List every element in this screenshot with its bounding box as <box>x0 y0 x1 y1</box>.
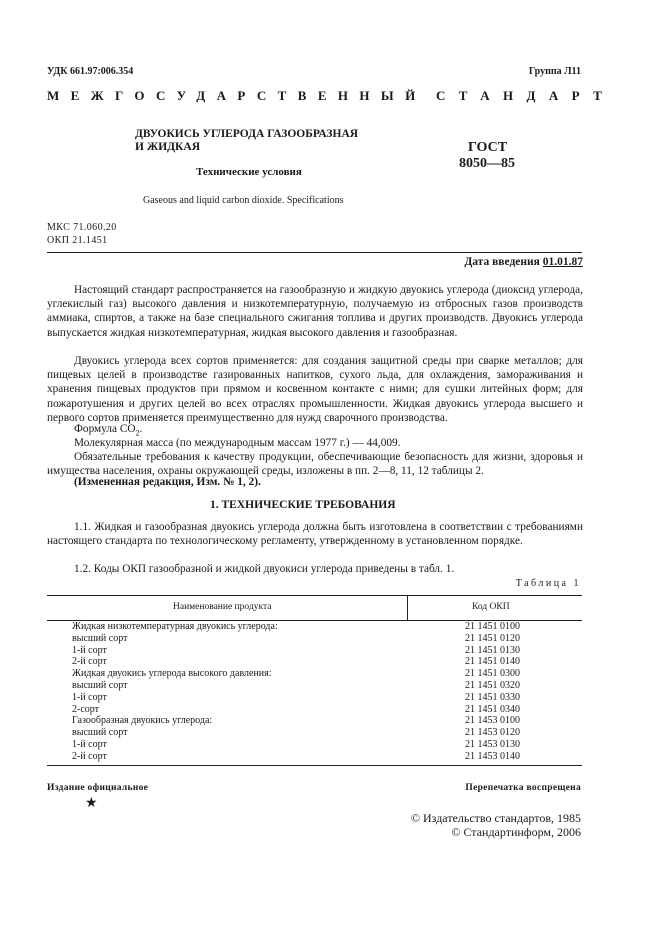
table-row-code: 21 1451 0140 <box>465 656 520 668</box>
table-row-product: 2-й сорт <box>72 656 107 668</box>
header-divider <box>47 252 582 253</box>
table-row-product: 1-й сорт <box>72 691 107 703</box>
title-line-2: И ЖИДКАЯ <box>135 141 200 153</box>
paragraph-1-2: 1.2. Коды ОКП газообразной и жидкой двуокиси углерода приведены в табл. 1. <box>74 563 455 575</box>
intro-date-label: Дата введения <box>464 256 540 268</box>
star-icon: ★ <box>85 796 98 811</box>
table-row-code: 21 1451 0300 <box>465 668 520 680</box>
table-row-product: Жидкая низкотемпературная двуокись углерода: <box>72 621 278 632</box>
table-row-code: 21 1453 0140 <box>465 750 520 762</box>
group-code: Группа Л11 <box>528 66 581 77</box>
table-row-code: 21 1451 0340 <box>465 703 520 715</box>
table-row-code: 21 1451 0120 <box>465 632 520 644</box>
table-header-code: Код ОКП <box>472 602 510 612</box>
formula-label: Формула CO <box>74 423 136 435</box>
copyright-standartinform: © Стандартинформ, 2006 <box>451 825 581 839</box>
intro-date-value: 01.01.87 <box>542 256 583 268</box>
table-row-code: 21 1451 0100 <box>465 621 520 632</box>
subtitle: Технические условия <box>196 166 302 178</box>
paragraph-usage: Двуокись углерода всех сортов применяется: для создания защитной среды при сварке металлов; для пищевых целей в производстве газированных напитков, сухого льда, для охлаждения, замораживания и хранения пищевых продуктов при прямом и косвенном контакте с ними; для сушки литейных форм; для пожаротушения и других целей во всех отраслях промышленности. Жидкая двуокись углерода высшего и первого сортов применяется преимущественно для нужд сварочного производства. <box>47 355 583 424</box>
intro-date <box>464 256 583 268</box>
okp-code: ОКП 21.1451 <box>47 235 108 246</box>
paragraph-scope: Настоящий стандарт распространяется на газообразную и жидкую двуокись углерода (диоксид углерода, углекислый газ) высокого давления и низкотемпературную, получаемую из отбросных газов производств аммиака, спиртов, а также на базе специального сжигания топлива и других производств. Двуокись углерода выпускается жидкая низкотемпературная, жидкая высокого давления и газообразная. <box>47 284 583 339</box>
copyright-publisher: © Издательство стандартов, 1985 <box>410 811 581 825</box>
udk-code: УДК 661.97:006.354 <box>47 66 134 77</box>
table-row-code: 21 1451 0130 <box>465 644 520 656</box>
table-row-code: 21 1451 0320 <box>465 680 520 691</box>
table-row-product: высший сорт <box>72 727 128 739</box>
paragraph-mass: Молекулярная масса (по международным массам 1977 г.) — 44,009. <box>74 437 401 449</box>
revision-note: (Измененная редакция, Изм. № 1, 2). <box>74 476 261 488</box>
table-row-product: 2-й сорт <box>72 750 107 762</box>
table-row-product: Газообразная двуокись углерода: <box>72 715 213 727</box>
table-row-code: 21 1451 0330 <box>465 691 520 703</box>
table-caption: Таблица 1 <box>515 578 581 589</box>
table-row-product: 1-й сорт <box>72 644 107 656</box>
table-row-code: 21 1453 0120 <box>465 727 520 739</box>
standard-label: СТАНДАРТ <box>436 88 616 103</box>
table-row-product: Жидкая двуокись углерода высокого давления: <box>72 668 272 680</box>
table-row-product: высший сорт <box>72 680 128 691</box>
formula-end: . <box>139 423 143 435</box>
table-header-divider <box>407 595 408 620</box>
table-top-rule <box>47 595 582 596</box>
formula-subscript: 2 <box>135 428 140 438</box>
mks-code: МКС 71.060.20 <box>47 222 117 233</box>
reprint-label: Перепечатка воспрещена <box>465 783 581 793</box>
interstate-label: МЕЖГОСУДАРСТВЕННЫЙ <box>47 88 427 103</box>
table-row-product: 2-сорт <box>72 703 100 715</box>
gost-number: 8050—85 <box>459 156 515 171</box>
edition-label: Издание официальное <box>47 783 149 793</box>
table-row-code: 21 1453 0130 <box>465 739 520 750</box>
paragraph-requirements: Обязательные требования к качеству продукции, обеспечивающие безопасность для жизни, здоровья и имущества населения, охраны окружающей среды, изложены в пп. 2—8, 11, 12 таблицы 2. <box>47 451 583 478</box>
title-line-1: ДВУОКИСЬ УГЛЕРОДА ГАЗООБРАЗНАЯ <box>135 128 359 140</box>
gost-label: ГОСТ <box>468 140 508 155</box>
section-heading: 1. ТЕХНИЧЕСКИЕ ТРЕБОВАНИЯ <box>210 499 396 511</box>
table-header-product: Наименование продукта <box>173 602 272 612</box>
table-bottom-rule <box>47 765 582 766</box>
paragraph-1-1: 1.1. Жидкая и газообразная двуокись углерода должна быть изготовлена в соответствии с требованиями настоящего стандарта по технологическому регламенту, утвержденному в установленном порядке. <box>47 521 583 548</box>
table-row-product: высший сорт <box>72 632 128 644</box>
english-title: Gaseous and liquid carbon dioxide. Specifications <box>143 195 344 206</box>
table-row-product: 1-й сорт <box>72 739 107 750</box>
table-row-code: 21 1453 0100 <box>465 715 520 727</box>
